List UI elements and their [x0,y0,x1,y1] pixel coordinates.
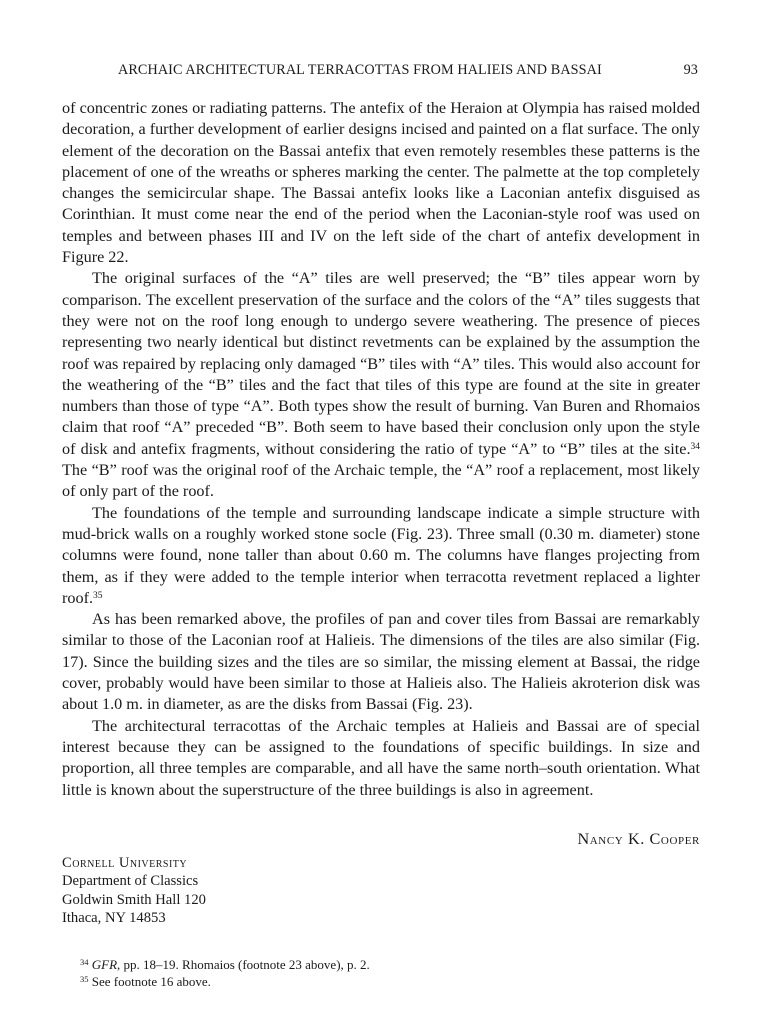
footnote-34 [80,956,370,973]
footnote-ref-35[interactable]: 35 [93,590,103,601]
university-name: Cornell University [62,855,188,871]
footnote-ref-34[interactable]: 34 [690,441,700,452]
paragraph-text: As has been remarked above, the profiles of pan and cover tiles from Bassai are remarkably similar to those of the Laconian roof at Halieis. The dimensions of the tiles are also similar (Fig. 17). Since the building sizes and the tiles are so similar, the missing element at Bassai, the ridge cover, probably would have been similar to those at Halieis also. The Halieis akroterion disk was about 1.0 m. in diameter, as are the disks from Bassai (Fig. 23). [62,610,700,714]
author-affiliation [62,854,206,928]
paragraph-text: The original surfaces of the “A” tiles are well preserved; the “B” tiles appear worn by comparison. The excellent preservation of the surface and the colors of the “A” tiles suggests that they were not on the roof long enough to undergo severe weathering. The presence of pieces representing two nearly identical but distinct revetments can be explained by the assumption the roof was repaired by replacing only damaged “B” tiles with “A” tiles. This would also account for the weathering of the “B” tiles and the fact that tiles of this type are found at the site in greater numbers than those of type “A”. Both types show the result of burning. Van Buren and Rhomaios claim that roof “A” preceded “B”. Both seem to have based their conclusion only upon the style of disk and antefix fragments, without considering the ratio of type “A” to “B” tiles at the site. [62,269,700,458]
affiliation-line: Goldwin Smith Hall 120 [62,891,206,908]
footnote-text: See footnote 16 above. [91,974,211,989]
paragraph-text: The “B” roof was the original roof of the Archaic temple, the “A” roof a replacement, most likely of only part of the roof. [62,461,700,501]
paragraph-3 [62,503,700,609]
footnote-number: 34 [80,957,89,967]
paragraph-2 [62,268,700,502]
page-number: 93 [683,62,698,78]
body-text [62,98,700,801]
running-title: ARCHAIC ARCHITECTURAL TERRACOTTAS FROM HALIEIS AND BASSAI [118,62,602,78]
footnote-abbrev: GFR [91,957,118,972]
footnotes [80,956,370,990]
paragraph-text: The architectural terracottas of the Archaic temples at Halieis and Bassai are of special interest because they can be assigned to the foundations of specific buildings. In size and proportion, all three temples are comparable, and all have the same north–south orientation. What little is known about the superstructure of the three buildings is also in agreement. [62,716,700,799]
paragraph-1 [62,98,700,268]
paragraph-4 [62,609,700,715]
footnote-text: , pp. 18–19. Rhomaios (footnote 23 above), p. 2. [117,957,370,972]
paragraph-5 [62,716,700,801]
affiliation-line: Department of Classics [62,873,199,890]
footnote-35 [80,973,370,990]
paragraph-text: The foundations of the temple and surrounding landscape indicate a simple structure with mud-brick walls on a roughly worked stone socle (Fig. 23). Three small (0.30 m. diameter) stone columns were found, none taller than about 0.60 m. The columns have flanges projecting from them, as if they were added to the temple interior when terracotta revetment replaced a lighter roof. [62,503,700,607]
paragraph-text: of concentric zones or radiating patterns. The antefix of the Heraion at Olympia has raised molded decoration, a further development of earlier designs incised and painted on a flat surface. The only element of the decoration on the Bassai antefix that even remotely resembles these patterns is the placement of one of the wreaths or spheres marking the center. The palmette at the top completely changes the semicircular shape. The Bassai antefix looks like a Laconian antefix disguised as Corinthian. It must come near the end of the period when the Laconian-style roof was used on temples and between phases III and IV on the left side of the chart of antefix development in Figure 22. [62,99,700,267]
footnote-number: 35 [80,974,89,984]
affiliation-line: Ithaca, NY 14853 [62,910,166,927]
author-signature: Nancy K. Cooper [577,830,700,848]
